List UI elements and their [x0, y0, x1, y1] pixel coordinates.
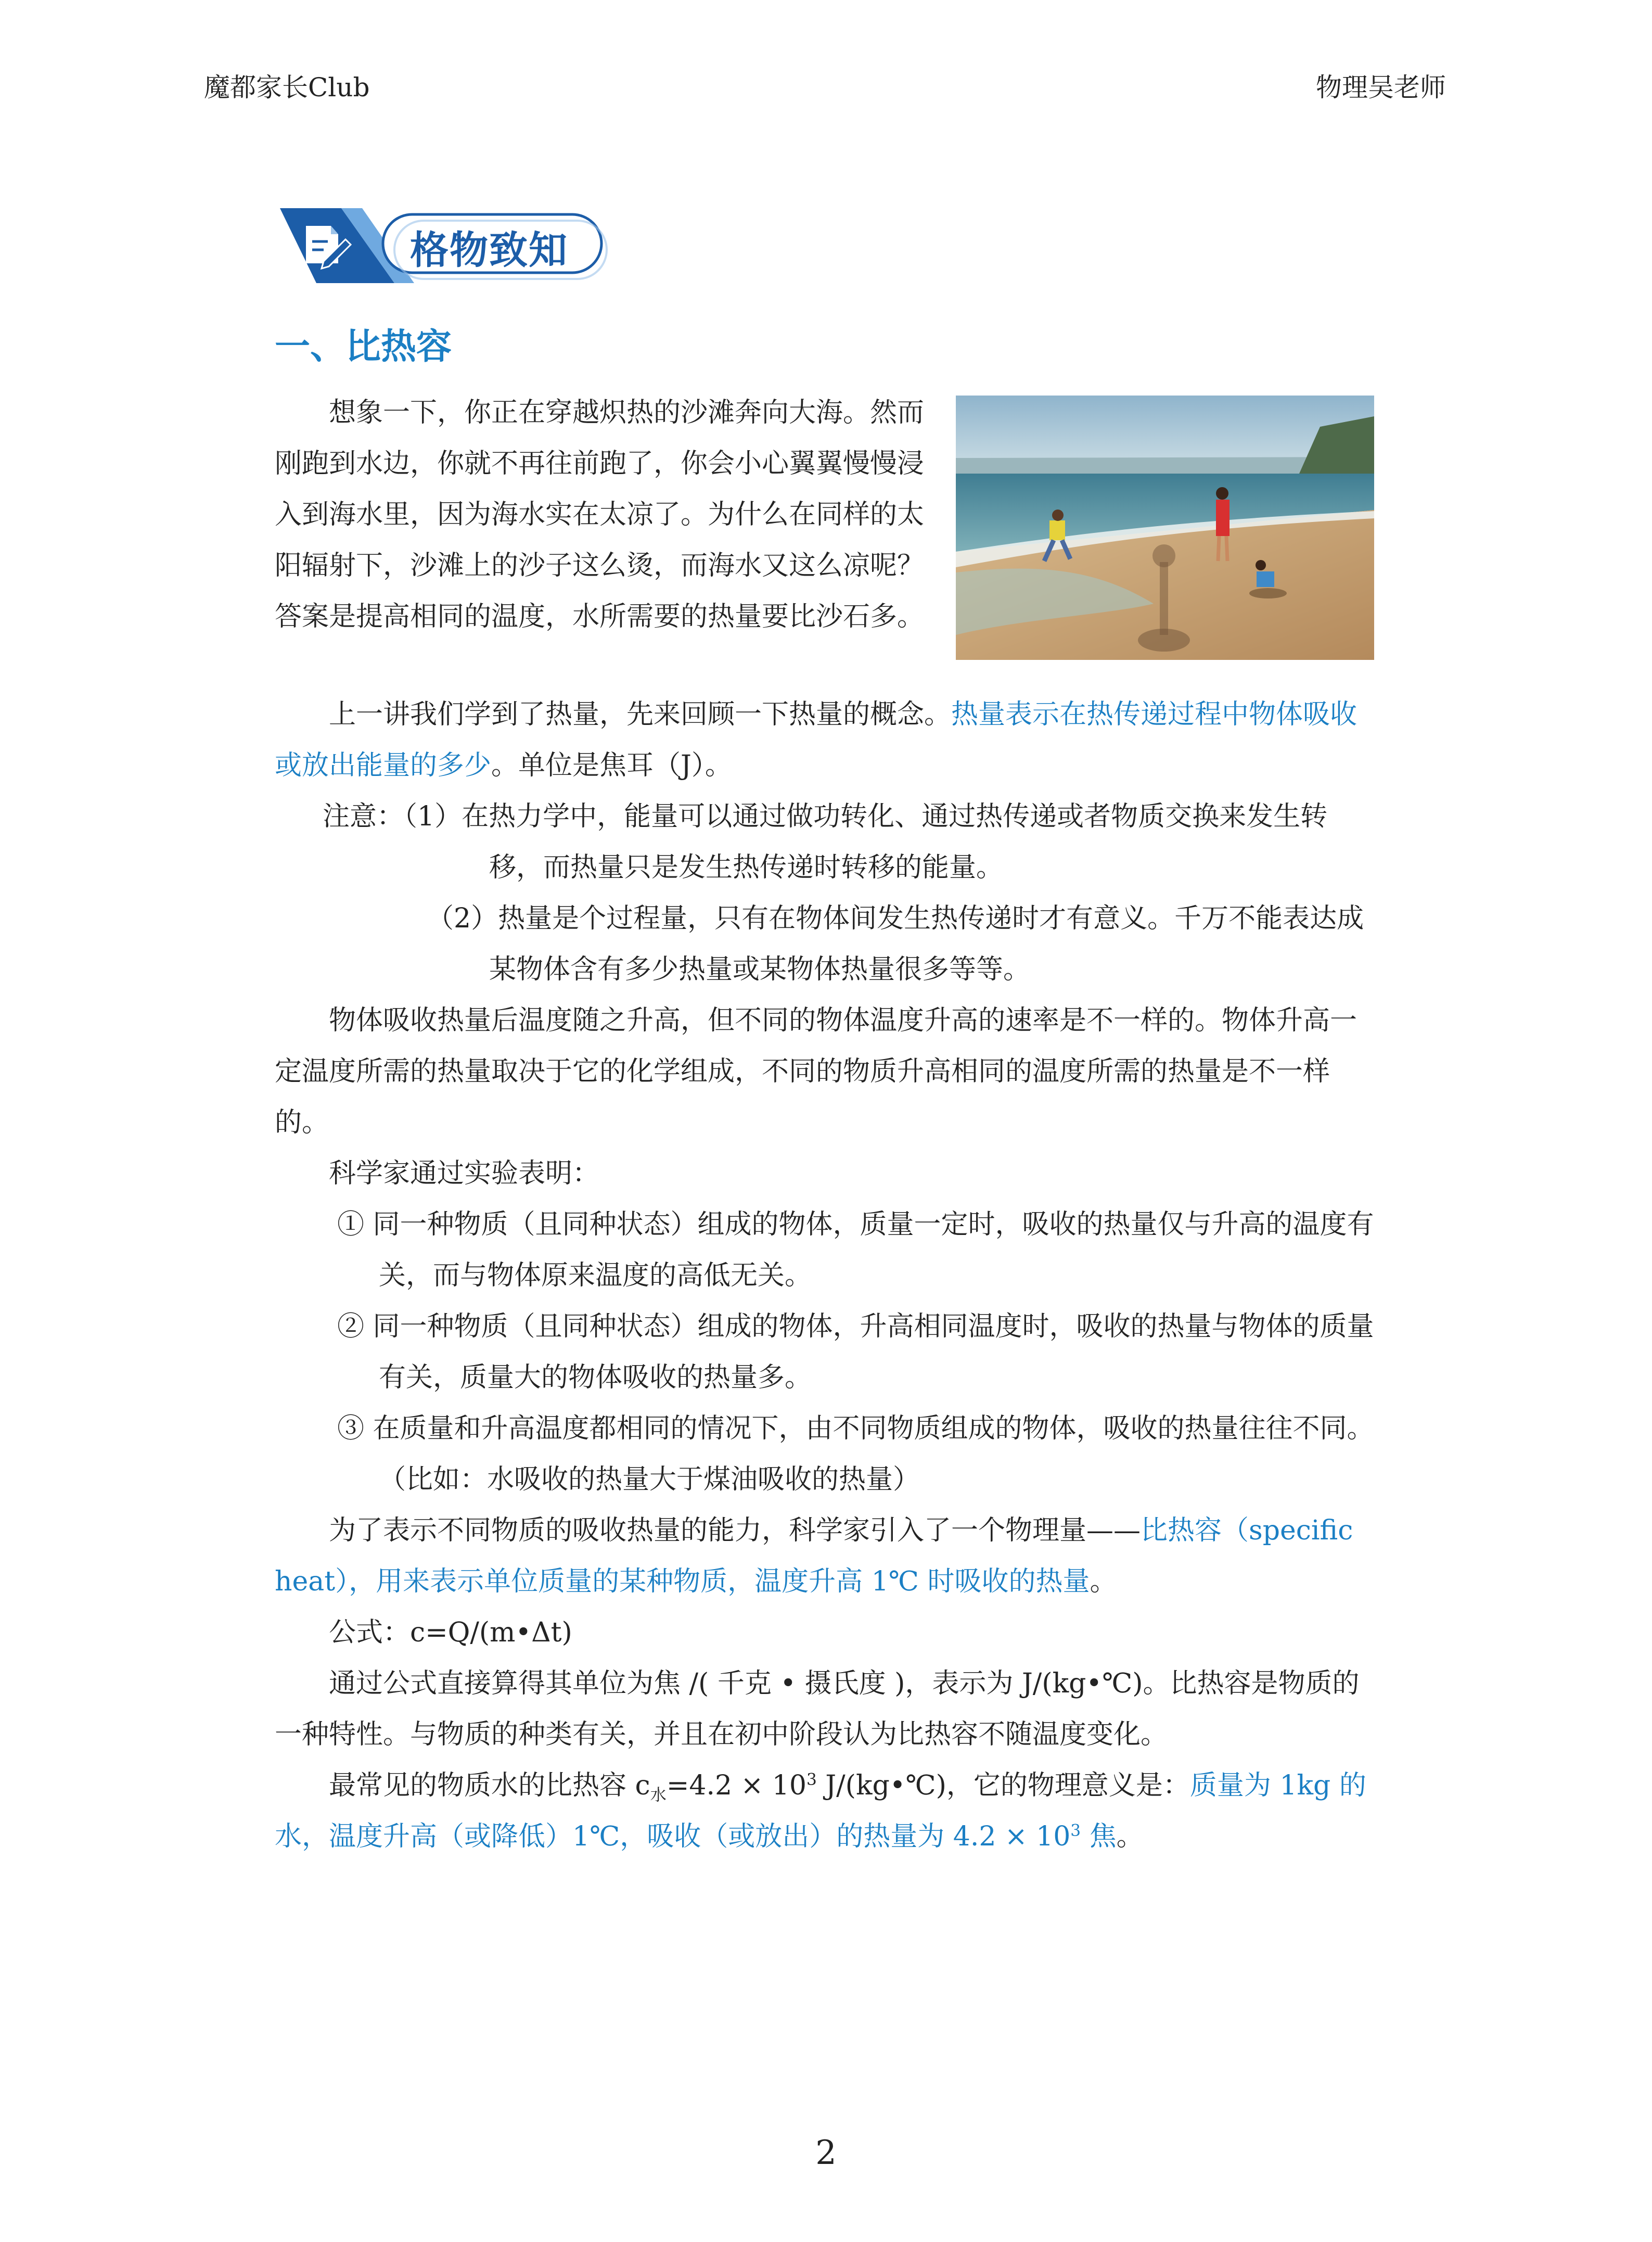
water-subscript: 水	[650, 1786, 667, 1805]
note-label: 注意：	[323, 801, 404, 832]
unit-paragraph: 通过公式直接算得其单位为焦 /( 千克 • 摄氏度 )，表示为 J/(kg•℃)。比热容是物质的一种特性。与物质的种类有关，并且在初中阶段认为比热容不随温度变化。	[275, 1668, 1360, 1750]
recap-paragraph	[275, 689, 1377, 791]
formula: 公式：c=Q/(m•Δt)	[329, 1617, 572, 1648]
water-exponent: 3	[806, 1770, 817, 1789]
beach-photo	[956, 396, 1374, 660]
water-meaning-a: 质量为 1kg 的水，温度升高（或降低）1℃，吸收（或放出）的热量为 4.2 × 10	[275, 1770, 1366, 1852]
definition-before: 为了表示不同物质的吸收热量的能力，科学家引入了一个物理量——	[329, 1515, 1141, 1546]
main-text	[275, 689, 1377, 1862]
definition-highlight: 比热容（specific heat），用来表示单位质量的某种物质，温度升高 1℃ 时吸收的热量	[275, 1515, 1353, 1597]
definition-after: 。	[1090, 1566, 1117, 1597]
intro-paragraph: 想象一下，你正在穿越炽热的沙滩奔向大海。然而刚跑到水边，你就不再往前跑了，你会小心翼翼慢慢浸入到海水里，因为海水实在太凉了。为什么在同样的太阳辐射下，沙滩上的沙子这么烫，而海水又这么凉呢？答案是提高相同的温度，水所需要的热量要比沙石多。	[275, 397, 925, 632]
finding-2: ② 同一种物质（且同种状态）组成的物体，升高相同温度时，吸收的热量与物体的质量有关，质量大的物体吸收的热量多。	[337, 1311, 1374, 1393]
page-number: 2	[815, 2134, 837, 2172]
note-1-text: （1）在热力学中，能量可以通过做功转化、通过热传递或者物质交换来发生转移，而热量只是发生热传递时转移的能量。	[404, 801, 1328, 883]
finding-3: ③ 在质量和升高温度都相同的情况下，由不同物质组成的物体，吸收的热量往往不同。（比如：水吸收的热量大于煤油吸收的热量）	[337, 1413, 1374, 1495]
definition-paragraph	[275, 1505, 1377, 1607]
banner-label: 格物致知	[410, 228, 568, 273]
recap-before: 上一讲我们学到了热量，先来回顾一下热量的概念。	[329, 699, 952, 730]
water-unit: J/(kg•℃)，它的物理意义是：	[816, 1770, 1190, 1801]
header-right: 物理吴老师	[1316, 72, 1446, 103]
intro-text	[275, 387, 941, 642]
recap-after: 。单位是焦耳（J）。	[491, 750, 732, 781]
section-title: 一、比热容	[275, 326, 452, 367]
recap-highlight: 热量表示在热传递过程中物体吸收或放出能量的多少	[275, 699, 1358, 781]
water-prefix: 最常见的物质水的比热容 c	[329, 1770, 650, 1801]
experiment-intro: 科学家通过实验表明：	[329, 1158, 600, 1189]
water-meaning-b: 焦	[1081, 1821, 1117, 1852]
note-2: （2）热量是个过程量，只有在物体间发生热传递时才有意义。千万不能表达成某物体含有多少热量或某物体热量很多等等。	[427, 903, 1364, 985]
water-paragraph	[275, 1760, 1377, 1862]
note-1	[275, 791, 1377, 893]
water-meaning-exponent: 3	[1070, 1821, 1081, 1840]
absorb-paragraph: 物体吸收热量后温度随之升高，但不同的物体温度升高的速率是不一样的。物体升高一定温度所需的热量取决于它的化学组成，不同的物质升高相同的温度所需的热量是不一样的。	[275, 1005, 1358, 1138]
finding-1: ① 同一种物质（且同种状态）组成的物体，质量一定时，吸收的热量仅与升高的温度有关，而与物体原来温度的高低无关。	[337, 1209, 1374, 1291]
water-end: 。	[1116, 1821, 1144, 1852]
header-left: 魔都家长Club	[204, 72, 370, 103]
water-value: =4.2 × 10	[666, 1770, 806, 1801]
section-banner	[280, 205, 613, 283]
